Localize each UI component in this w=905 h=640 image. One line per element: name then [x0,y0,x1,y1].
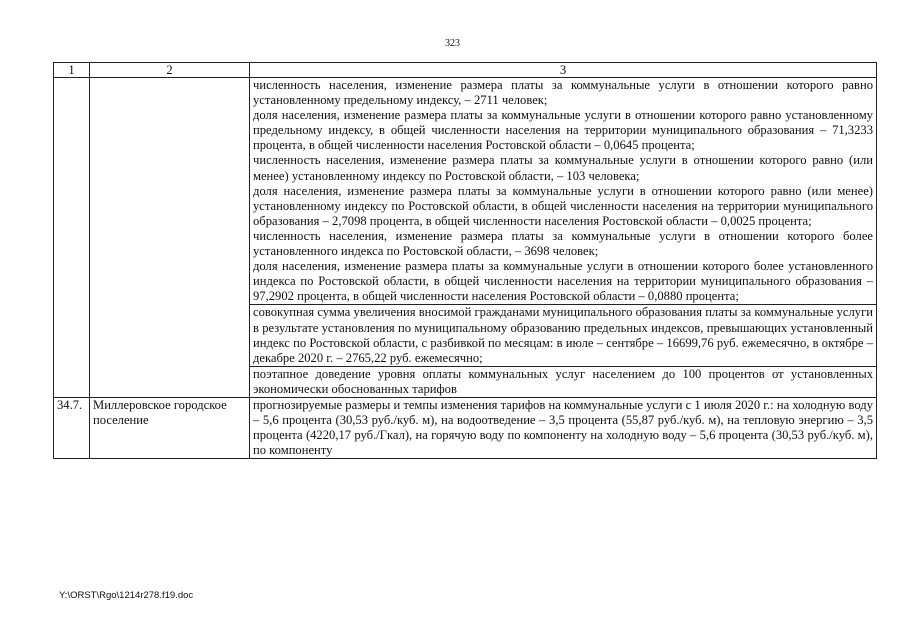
column-header-1: 1 [54,63,90,78]
table-header-row [54,63,877,78]
paragraph-line: численность населения, изменение размера платы за коммунальные услуги в отношении которого равно установленному предельному индексу, – 2711 человек; [253,78,873,108]
continuation-number-cell [54,78,90,398]
paragraph-line: доля населения, изменение размера платы за коммунальные услуги в отношении которого более установленного индекса по Ростовской области, в общей численности населения на территории муниципального образования – 97,2902 процента, в общей численности населения Ростовской области – 0,0880 процента; [253,259,873,304]
municipality-name: Миллеровское городское поселение [90,397,250,458]
page-number: 323 [445,38,460,49]
payment-increase-paragraph: совокупная сумма увеличения вносимой гражданами муниципального образования платы за коммунальные услуги в результате установления по муниципальному образованию предельных индексов, превышающих установленный индекс по Ростовской области, с разбивкой по месяцам: в июле – сентябре – 16699,76 руб. ежемесячно, в октябре – декабре 2020 г. – 2765,22 руб. ежемесячно; [250,305,876,366]
phased-payment-paragraph: поэтапное доведение уровня оплаты коммунальных услуг населением до 100 процентов от установленных экономически обоснованных тарифов [253,366,873,396]
table-row-continuation [54,78,877,398]
paragraph-line: доля населения, изменение размера платы за коммунальные услуги в отношении которого равно (или менее) установленному индексу по Ростовской области, в общей численности населения на территории муниципального образования – 2,7098 процента, в общей численности населения Ростовской области – 0,0025 процента; [253,183,873,228]
tariff-forecast-cell [250,397,877,458]
population-statistics-paragraph [250,78,876,305]
paragraph-line: доля населения, изменение размера платы за коммунальные услуги в отношении которого равно установленному предельному индексу, в общей численности населения на территории муниципального образования – 71,3233 процента, в общей численности населения Ростовской области – 0,0645 процента; [253,108,873,153]
column-header-2: 2 [90,63,250,78]
document-file-path: Y:\ORST\Rgo\1214r278.f19.doc [59,590,194,601]
paragraph-line: численность населения, изменение размера платы за коммунальные услуги в отношении которого более установленного индекса по Ростовской области, – 3698 человек; [253,228,873,259]
document-table [53,62,877,459]
table-row [54,397,877,458]
column-header-3: 3 [250,63,877,78]
continuation-text-cell [250,78,877,398]
tariff-forecast-text: прогнозируемые размеры и темпы изменения тарифов на коммунальные услуги с 1 июля 2020 г.: на холодную воду – 5,6 процента (30,53 руб./куб. м), на водоотведение – 3,5 процента (55,87 руб./куб. м), на тепловую энергию – 3,5 процента (4220,17 руб./Гкал), на горячую воду по компоненту на холодную воду – 5,6 процента (30,53 руб./куб. м), по компоненту [253,397,873,458]
row-number: 34.7. [54,397,90,458]
paragraph-line: численность населения, изменение размера платы за коммунальные услуги в отношении которого равно (или менее) установленному индексу по Ростовской области, – 103 человека; [253,153,873,183]
continuation-name-cell [90,78,250,398]
